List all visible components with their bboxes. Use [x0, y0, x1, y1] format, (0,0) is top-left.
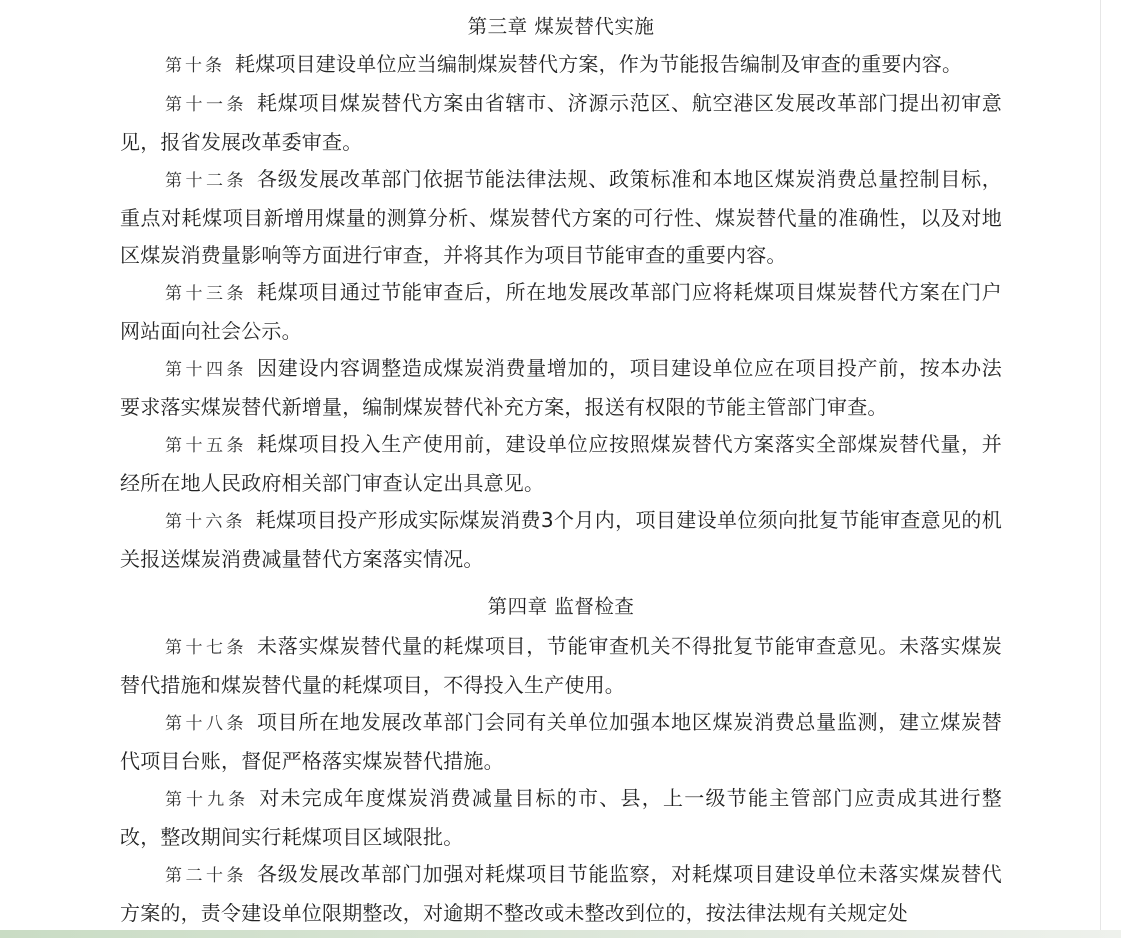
- article-number: 第十五条: [165, 436, 248, 456]
- article-text: 耗煤项目投入生产使用前，建设单位应按照煤炭替代方案落实全部煤炭替代量，并经所在地人民政府相关部门审查认定出具意见。: [120, 432, 1002, 495]
- article-text: 未落实煤炭替代量的耗煤项目，节能审查机关不得批复节能审查意见。未落实煤炭替代措施和煤炭替代量的耗煤项目，不得投入生产使用。: [120, 634, 1002, 697]
- article-number: 第十八条: [165, 714, 248, 734]
- article-text: 耗煤项目建设单位应当编制煤炭替代方案，作为节能报告编制及审查的重要内容。: [235, 52, 963, 76]
- article-20: [120, 856, 1002, 932]
- article-text: 因建设内容调整造成煤炭消费量增加的，项目建设单位应在项目投产前，按本办法要求落实煤炭替代新增量，编制煤炭替代补充方案，报送有权限的节能主管部门审查。: [120, 356, 1002, 419]
- chapter-title: 第三章 煤炭替代实施: [467, 15, 655, 38]
- article-number: 第二十条: [165, 866, 248, 886]
- article-15: [120, 426, 1002, 502]
- article-number: 第十九条: [165, 790, 250, 810]
- article-number: 第十二条: [165, 171, 248, 191]
- article-number: 第十一条: [165, 95, 248, 115]
- document-body: [120, 0, 1002, 932]
- article-17: [120, 628, 1002, 704]
- article-text: 项目所在地发展改革部门会同有关单位加强本地区煤炭消费总量监测，建立煤炭替代项目台账，督促严格落实煤炭替代措施。: [120, 710, 1002, 773]
- article-number: 第十条: [165, 56, 225, 76]
- article-14: [120, 350, 1002, 426]
- article-text: 对未完成年度煤炭消费减量目标的市、县，上一级节能主管部门应责成其进行整改，整改期间实行耗煤项目区域限批。: [120, 786, 1003, 849]
- article-18: [120, 704, 1002, 780]
- article-13: [120, 274, 1002, 350]
- page-border: [1100, 0, 1101, 930]
- article-number: 第十三条: [165, 284, 248, 304]
- article-10: [120, 46, 1002, 85]
- article-19: [120, 780, 1002, 856]
- article-number: 第十七条: [165, 638, 248, 658]
- horizontal-scrollbar[interactable]: [0, 930, 1121, 938]
- article-text: 耗煤项目投产形成实际煤炭消费3个月内，项目建设单位须向批复节能审查意见的机关报送煤炭消费减量替代方案落实情况。: [120, 508, 1002, 571]
- article-text: 耗煤项目通过节能审查后，所在地发展改革部门应将耗煤项目煤炭替代方案在门户网站面向社会公示。: [120, 280, 1002, 343]
- article-16: [120, 502, 1002, 578]
- article-number: 第十四条: [165, 360, 248, 380]
- article-text: 耗煤项目煤炭替代方案由省辖市、济源示范区、航空港区发展改革部门提出初审意见，报省发展改革委审查。: [120, 91, 1002, 154]
- chapter-title: 第四章 监督检查: [487, 595, 635, 618]
- article-11: [120, 85, 1002, 161]
- article-12: [120, 161, 1002, 274]
- article-number: 第十六条: [165, 512, 246, 532]
- article-text: 各级发展改革部门依据节能法律法规、政策标准和本地区煤炭消费总量控制目标，重点对耗煤项目新增用煤量的测算分析、煤炭替代方案的可行性、煤炭替代量的准确性，以及对地区煤炭消费量影响等方面进行审查，并将其作为项目节能审查的重要内容。: [120, 167, 1002, 267]
- article-text: 各级发展改革部门加强对耗煤项目节能监察，对耗煤项目建设单位未落实煤炭替代方案的，责令建设单位限期整改，对逾期不整改或未整改到位的，按法律法规有关规定处: [120, 862, 1002, 925]
